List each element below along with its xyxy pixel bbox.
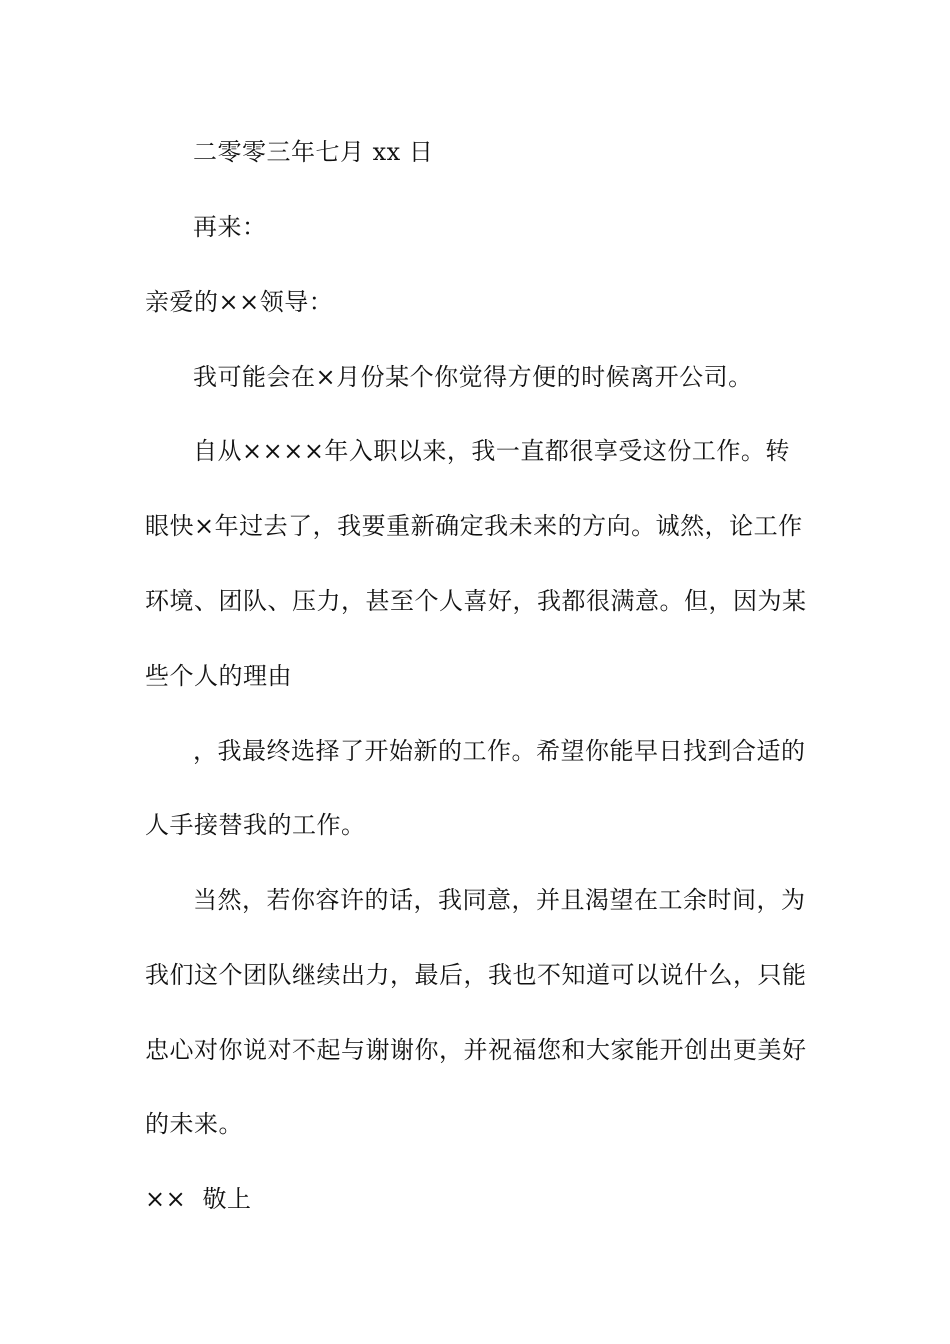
paragraph-1-line: 我可能会在×月份某个你觉得方便的时候离开公司。 [193,363,753,391]
paragraph-2-line: 自从××××年入职以来，我一直都很享受这份工作。转 [193,437,790,465]
paragraph-2-line: 些个人的理由 [145,662,292,690]
letter-date: 二零零三年七月 xx 日 [193,138,434,166]
paragraph-4-line: 我们这个团队继续出力，最后，我也不知道可以说什么，只能 [145,961,807,989]
paragraph-2-line: 环境、团队、压力，甚至个人喜好，我都很满意。但，因为某 [145,587,807,615]
paragraph-4-line: 当然，若你容许的话，我同意，并且渴望在工余时间，为 [193,886,806,914]
signature: ×× 敬上 [145,1185,252,1213]
paragraph-4-line: 忠心对你说对不起与谢谢你，并祝福您和大家能开创出更美好 [145,1036,807,1064]
salutation: 亲爱的××领导： [145,288,334,316]
again-line: 再来： [193,213,267,241]
paragraph-3-line: ，我最终选择了开始新的工作。希望你能早日找到合适的 [193,737,806,765]
paragraph-3-line: 人手接替我的工作。 [145,811,366,839]
paragraph-2-line: 眼快×年过去了，我要重新确定我未来的方向。诚然，论工作 [145,512,803,540]
paragraph-4-line: 的未来。 [145,1110,243,1138]
